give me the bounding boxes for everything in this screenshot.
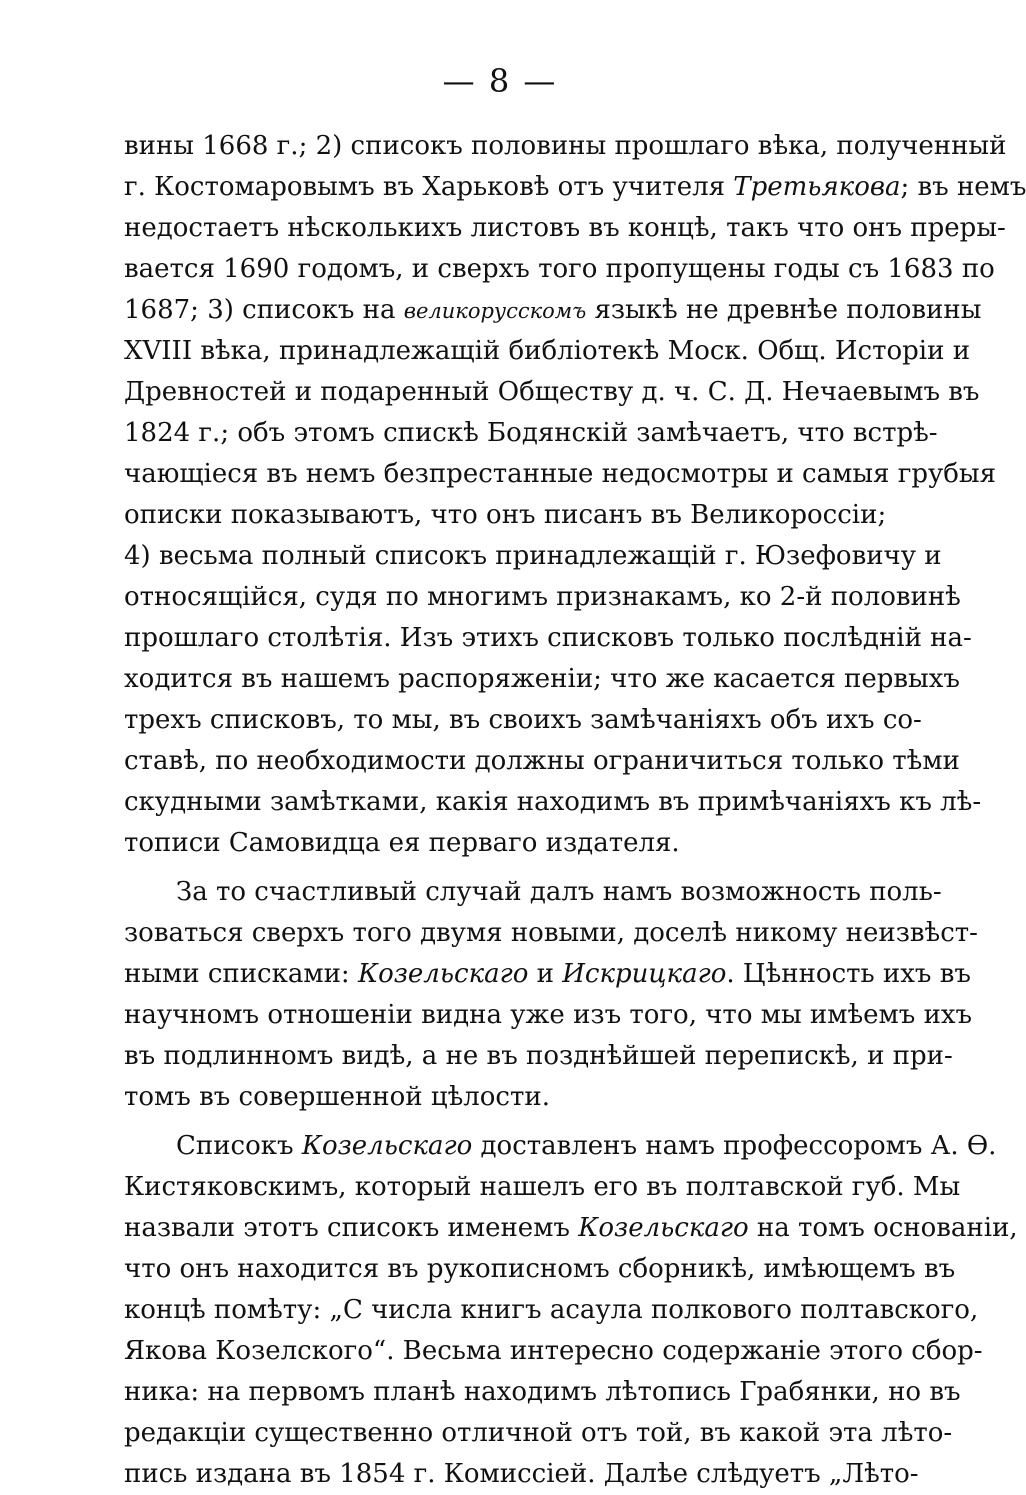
text-line: прошлаго столѣтія. Изъ этихъ списковъ только послѣдній на-	[124, 623, 972, 653]
text-line: трехъ списковъ, то мы, въ своихъ замѣчаніяхъ объ ихъ со-	[124, 705, 922, 735]
italic-name: Третьякова	[733, 172, 901, 202]
italic-term: великорусскомъ	[403, 299, 587, 323]
text-line: Списокъ Козельскаго доставленъ намъ профессоромъ А. Ѳ.	[176, 1131, 997, 1161]
text-line: вины 1668 г.; 2) списокъ половины прошлаго вѣка, полученный	[124, 131, 1007, 161]
text-line: скудными замѣтками, какія находимъ въ примѣчаніяхъ къ лѣ-	[124, 787, 982, 817]
text-line: Кистяковскимъ, который нашелъ его въ полтавской губ. Мы	[124, 1172, 961, 1202]
text-line: ходится въ нашемъ распоряженіи; что же касается первыхъ	[124, 664, 960, 694]
text-line: За то счастливый случай далъ намъ возможность поль-	[176, 877, 942, 907]
text-line: редакціи существенно отличной отъ той, въ какой эта лѣто-	[124, 1418, 953, 1448]
body-text	[124, 126, 1026, 1495]
text-line: зоваться сверхъ того двумя новыми, доселѣ никому неизвѣст-	[124, 918, 978, 948]
paragraph-3	[124, 1126, 1018, 1495]
text-line: г. Костомаровымъ въ Харьковѣ отъ учителя Третьякова; въ немъ	[124, 172, 1026, 202]
italic-name: Козельскаго	[301, 1131, 473, 1161]
text-line: что онъ находится въ рукописномъ сборникѣ, имѣющемъ въ	[124, 1254, 956, 1284]
italic-name: Искрицкаго	[562, 959, 727, 989]
text-line: вается 1690 годомъ, и сверхъ того пропущены годы съ 1683 по	[124, 254, 995, 284]
text-line: относящійся, судя по многимъ признакамъ, ко 2-й половинѣ	[124, 582, 961, 612]
text-line: пись издана въ 1854 г. Комиссіей. Далѣе слѣдуетъ „Лѣто-	[124, 1459, 919, 1489]
text-line: ника: на первомъ планѣ находимъ лѣтопись Грабянки, но въ	[124, 1377, 961, 1407]
text-line: описки показываютъ, что онъ писанъ въ Великороссіи;	[124, 500, 887, 530]
text-line: научномъ отношеніи видна уже изъ того, что мы имѣемъ ихъ	[124, 1000, 973, 1030]
text-line: тописи Самовидца ея перваго издателя.	[124, 828, 680, 858]
text-line: Древностей и подаренный Обществу д. ч. С. Д. Нечаевымъ въ	[124, 377, 980, 407]
text-line: Якова Козелского“. Весьма интересно содержаніе этого сбор-	[124, 1336, 983, 1366]
paragraph-1	[124, 126, 1026, 864]
text-line: 1687; 3) списокъ на великорусскомъ языкѣ не древнѣе половины	[124, 295, 982, 325]
text-line: назвали этотъ списокъ именемъ Козельскаго на томъ основаніи,	[124, 1213, 1018, 1243]
text-line: 4) весьма полный списокъ принадлежащій г. Юзефовичу и	[124, 541, 942, 571]
page-number: — 8 —	[442, 62, 558, 100]
text-line: концѣ помѣту: „С числа книгъ асаула полкового полтавского,	[124, 1295, 979, 1325]
text-line: въ подлинномъ видѣ, а не въ позднѣйшей перепискѣ, и при-	[124, 1041, 953, 1071]
italic-name: Козельскаго	[578, 1213, 749, 1243]
text-line: недостаетъ нѣсколькихъ листовъ въ концѣ, такъ что онъ преры-	[124, 213, 1006, 243]
text-line: 1824 г.; объ этомъ спискѣ Бодянскій замѣчаетъ, что встрѣ-	[124, 418, 938, 448]
paragraph-2	[124, 872, 978, 1118]
text-line: ными списками: Козельскаго и Искрицкаго. Цѣнность ихъ въ	[124, 959, 971, 989]
text-line: XVIII вѣка, принадлежащій библіотекѣ Моск. Общ. Исторіи и	[124, 336, 971, 366]
italic-name: Козельскаго	[357, 959, 529, 989]
text-line: ставѣ, по необходимости должны ограничиться только тѣми	[124, 746, 960, 776]
text-line: томъ въ совершенной цѣлости.	[124, 1082, 550, 1112]
text-line: чающіеся въ немъ безпрестанные недосмотры и самыя грубыя	[124, 459, 997, 489]
